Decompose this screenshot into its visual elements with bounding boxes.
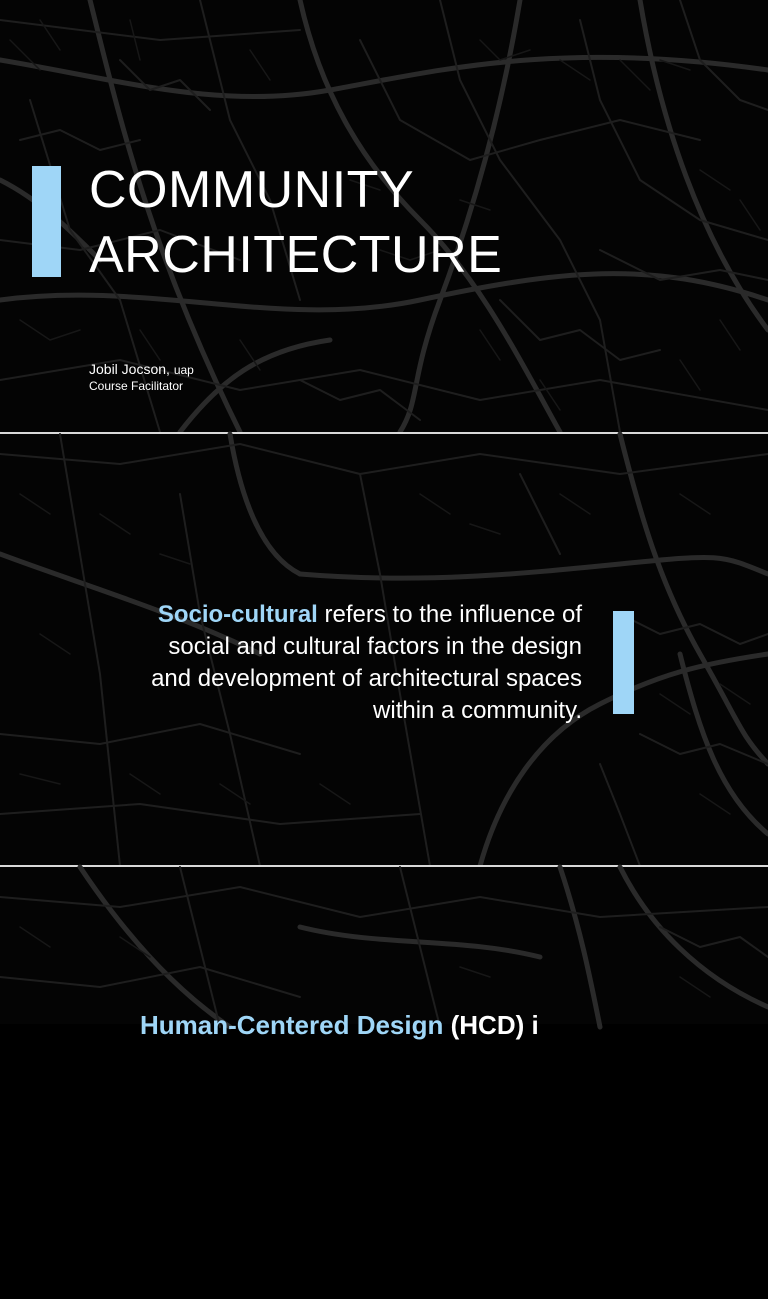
definition-line-1: [80, 599, 582, 631]
definition-line-4: within a community.: [373, 697, 582, 724]
author-line: [89, 361, 194, 377]
author-credential: uap: [173, 363, 194, 377]
heading-accent: Human-Centered Design: [140, 1010, 444, 1040]
accent-bar: [613, 611, 634, 714]
definition-line-2: social and cultural factors in the design: [168, 633, 582, 660]
slide-title-line-1: COMMUNITY: [89, 161, 415, 219]
author-role: Course Facilitator: [89, 379, 184, 393]
heading-rest: (HCD) i: [443, 1010, 539, 1040]
city-map-background: [0, 867, 768, 1299]
definition-slide: [0, 434, 768, 865]
slide-title-line-2: ARCHITECTURE: [89, 226, 503, 284]
definition-line-3: and development of architectural spaces: [151, 665, 582, 692]
title-slide: [0, 0, 768, 432]
accent-bar: [32, 166, 61, 277]
slide-heading: [140, 1010, 539, 1041]
hcd-slide: [0, 867, 768, 1040]
definition-paragraph: [80, 599, 582, 727]
author-name: Jobil Jocson,: [89, 361, 170, 377]
definition-line-1-rest: refers to the influence of: [317, 601, 582, 628]
highlighted-term: Socio-cultural: [157, 601, 318, 628]
